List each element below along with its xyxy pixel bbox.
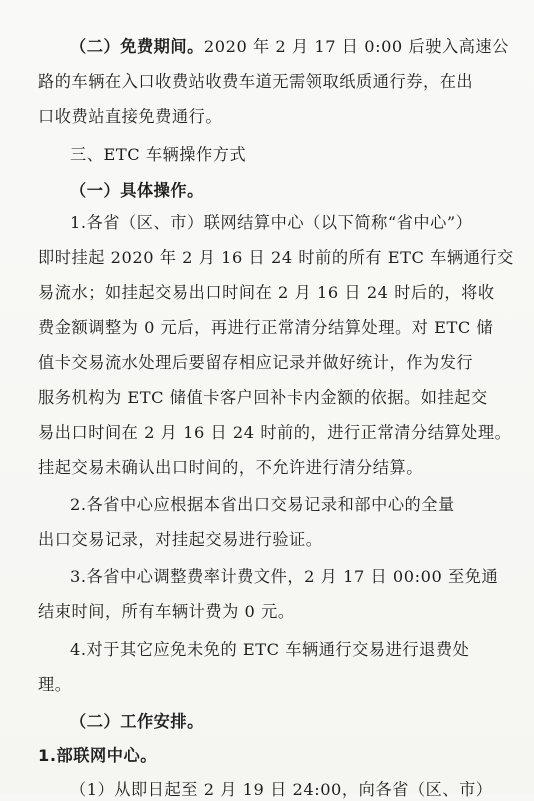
item-2-line-2: 出口交易记录，对挂起交易进行验证。 xyxy=(38,530,323,549)
item-1-line-3: 易流水；如挂起交易出口时间在 2 月 16 日 24 时后的，将收 xyxy=(38,283,495,302)
paragraph-free-period-line-2: 路的车辆在入口收费站收费车道无需领取纸质通行券，在出 xyxy=(38,72,474,91)
item-3-line-1: 3.各省中心调整费率计费文件，2 月 17 日 00:00 至免通 xyxy=(70,567,499,586)
item-2-line-1: 2.各省中心应根据本省出口交易记录和部中心的全量 xyxy=(70,495,455,514)
paragraph-free-period-line-3: 口收费站直接免费通行。 xyxy=(38,107,223,126)
item-1-line-8: 挂起交易未确认出口时间的，不允许进行清分结算。 xyxy=(38,458,423,477)
item-1-line-1: 1.各省（区、市）联网结算中心（以下简称“省中心”） xyxy=(70,213,473,232)
section-heading-etc: 三、ETC 车辆操作方式 xyxy=(70,145,247,164)
subheading-ministry-center: 1.部联网中心。 xyxy=(38,746,157,765)
subheading-specific-ops: （一）具体操作。 xyxy=(70,181,204,200)
item-ministry-1-line-1: （1）从即日起至 2 月 19 日 24:00，向各省（区、市） xyxy=(70,780,493,799)
item-1-line-4: 费金额调整为 0 元后，再进行正常清分结算处理。对 ETC 储 xyxy=(38,318,494,337)
item-1-line-5: 值卡交易流水处理后要留存相应记录并做好统计，作为发行 xyxy=(38,353,474,372)
item-1-line-2: 即时挂起 2020 年 2 月 16 日 24 时前的所有 ETC 车辆通行交 xyxy=(38,248,514,267)
paragraph-free-period-line-1 xyxy=(70,36,509,58)
subheading-work-arrangement: （二）工作安排。 xyxy=(70,712,204,731)
item-1-line-6: 服务机构为 ETC 储值卡客户回补卡内金额的依据。如挂起交 xyxy=(38,388,488,407)
heading-free-period: （二）免费期间。 xyxy=(70,37,204,56)
item-3-line-2: 结束时间，所有车辆计费为 0 元。 xyxy=(38,602,295,621)
item-4-line-2: 理。 xyxy=(38,675,72,694)
free-period-text: 2020 年 2 月 17 日 0:00 后驶入高速公 xyxy=(203,37,509,56)
item-4-line-1: 4.对于其它应免未免的 ETC 车辆通行交易进行退费处 xyxy=(70,640,470,659)
item-1-line-7: 易出口时间在 2 月 16 日 24 时前的，进行正常清分结算处理。 xyxy=(38,423,512,442)
